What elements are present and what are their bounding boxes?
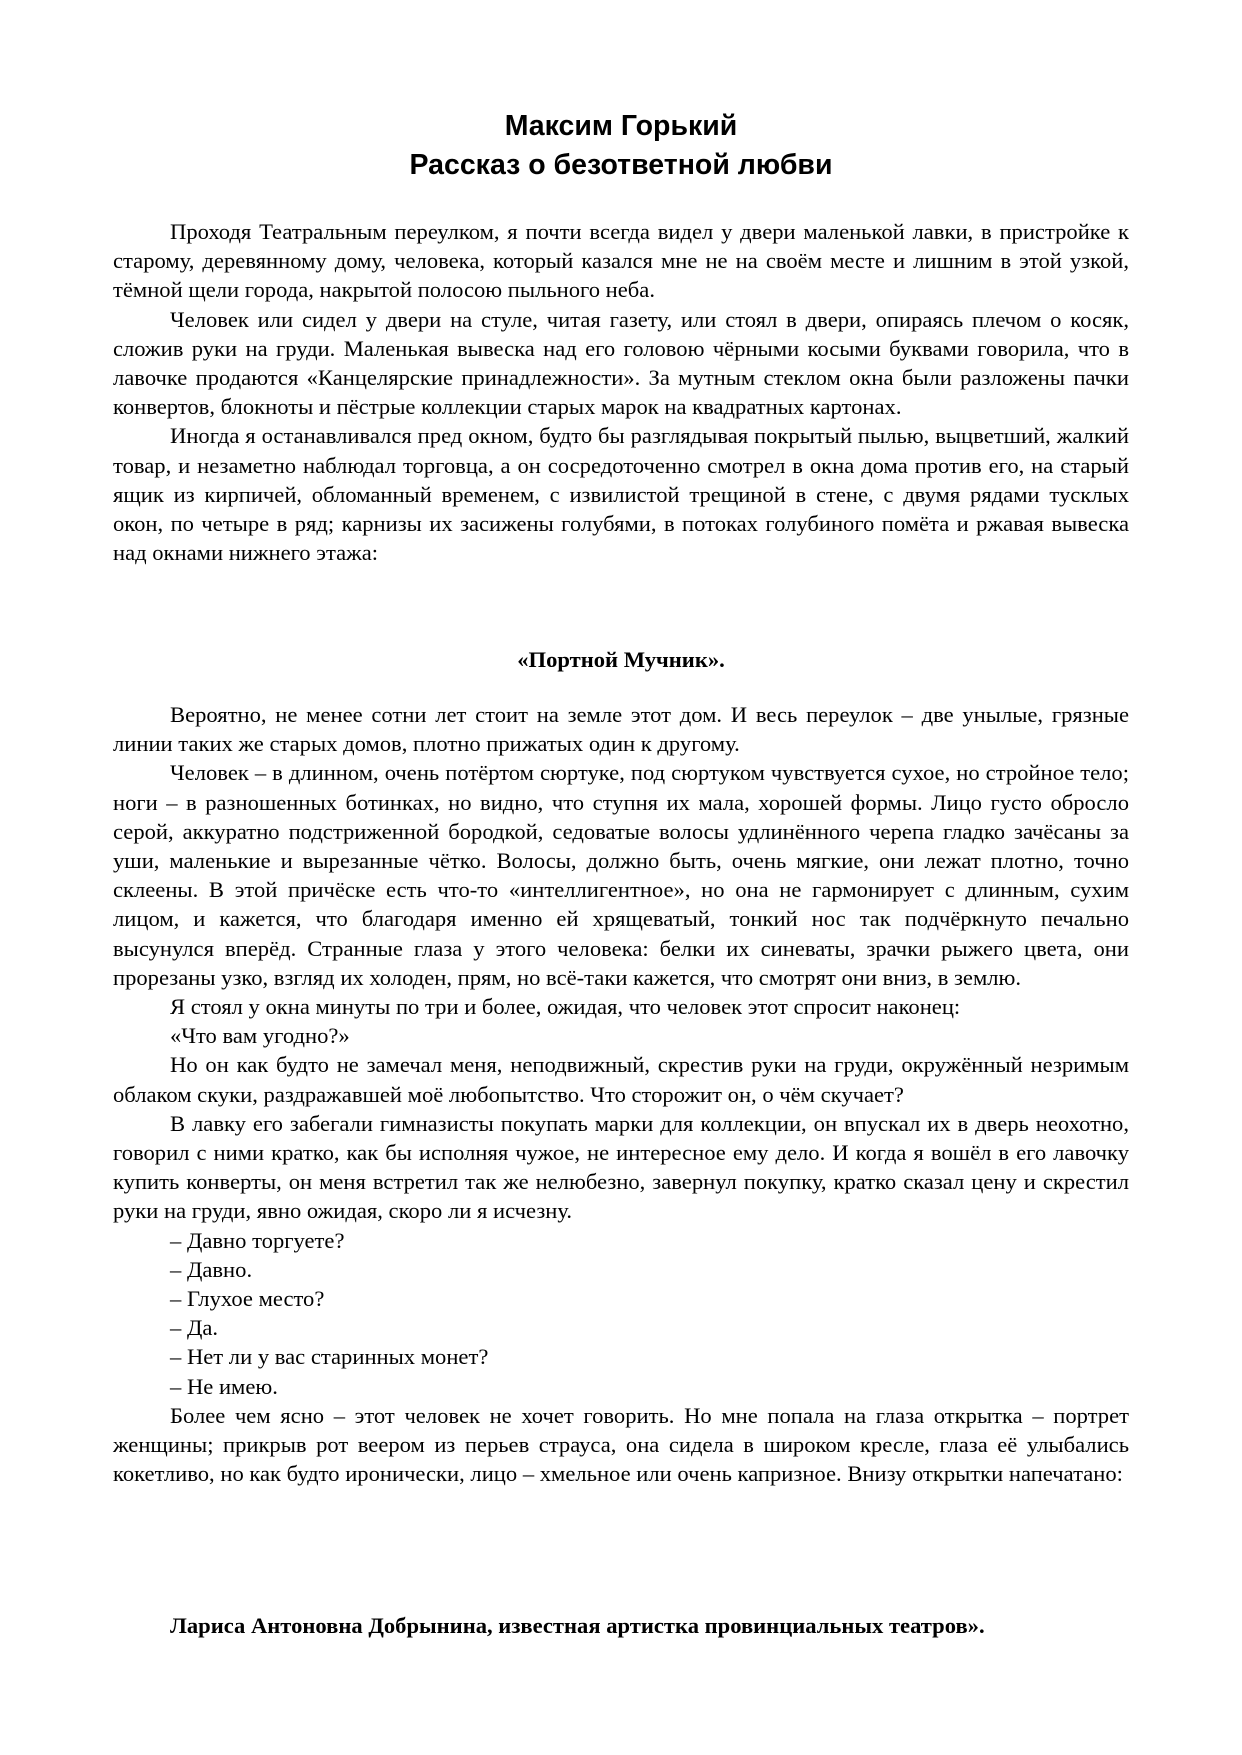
section-1 <box>113 217 1129 567</box>
dialogue-line: – Глухое место? <box>170 1286 325 1312</box>
story-title: Рассказ о безответной любви <box>409 149 833 181</box>
paragraph: Иногда я останавливался пред окном, будто бы разглядывая покрытый пылью, выцветший, жалкий товар, и незаметно наблюдал торговца, а он сосредоточенно смотрел в окна дома против его, на старый ящик из кирпичей, обломанный временем, с извилистой трещиной в стене, с двумя рядами тусклых окон, по четыре в ряд; карнизы их засижены голубями, в потоках голубиного помёта и ржавая вывеска над окнами нижнего этажа: <box>113 423 1129 566</box>
dialogue-line: – Давно торгуете? <box>170 1227 345 1253</box>
sign-text: «Портной Мучник». <box>517 647 725 672</box>
paragraph: Я стоял у окна минуты по три и более, ожидая, что человек этот спросит наконец: <box>170 994 961 1020</box>
dialogue-line: – Нет ли у вас старинных монет? <box>170 1344 489 1370</box>
paragraph: Человек или сидел у двери на стуле, читая газету, или стоял в двери, опираясь плечом о косяк, сложив руки на груди. Маленькая вывеска над его головою чёрными косыми буквами говорила, что в лавочке продаются «Канцелярские принадлежности». За мутным стеклом окна были разложены пачки конвертов, блокноты и пёстрые коллекции старых марок на квадратных картонах. <box>113 306 1129 420</box>
paragraph: Человек – в длинном, очень потёртом сюртуке, под сюртуком чувствуется сухое, но стройное тело; ноги – в разношенных ботинках, но видно, что ступня их мала, хорошей формы. Лицо густо обросло серой, аккуратно подстриженной бородкой, седоватые волосы удлинённого черепа гладко зачёсаны за уши, маленькие и вырезанные чётко. Волосы, должно быть, очень мягкие, они лежат плотно, точно склеены. В этой причёске есть что-то «интеллигентное», но она не гармонирует с длинным, сухим лицом, и кажется, что благодаря именно ей хрящеватый, тонкий нос так подчёркнуто печально высунулся вперёд. Странные глаза у этого человека: белки их синеваты, зрачки рыжего цвета, они прорезаны узко, взгляд их холоден, прям, но всё-таки кажется, что смотрят они вниз, в землю. <box>113 760 1129 990</box>
paragraph: «Что вам угодно?» <box>170 1023 350 1049</box>
author-name: Максим Горький <box>504 110 738 142</box>
paragraph: Вероятно, не менее сотни лет стоит на земле этот дом. И весь переулок – две унылые, грязные линии таких же старых домов, плотно прижатых один к другому. <box>113 702 1129 757</box>
paragraph: Более чем ясно – этот человек не хочет говорить. Но мне попала на глаза открытка – портрет женщины; прикрыв рот веером из перьев страуса, она сидела в широком кресле, глаза её улыбались кокетливо, но как будто иронически, лицо – хмельное или очень капризное. Внизу открытки напечатано: <box>113 1402 1129 1487</box>
dialogue-line: – Да. <box>170 1315 219 1341</box>
title-block <box>0 107 1242 185</box>
dialogue-line: – Не имею. <box>170 1373 278 1399</box>
paragraph: Но он как будто не замечал меня, неподвижный, скрестив руки на груди, окружённый незримым облаком скуки, раздражавшей моё любопытство. Что сторожит он, о чём скучает? <box>113 1052 1129 1107</box>
dialogue-line: – Давно. <box>170 1256 253 1282</box>
paragraph: Проходя Театральным переулком, я почти всегда видел у двери маленькой лавки, в пристройке к старому, деревянному дому, человека, который казался мне не на своём месте и лишним в этой узкой, тёмной щели города, накрытой полосою пыльного неба. <box>113 219 1129 303</box>
postcard-caption: Лариса Антоновна Добрынина, известная артистка провинциальных театров». <box>170 1613 985 1638</box>
paragraph: В лавку его забегали гимназисты покупать марки для коллекции, он впускал их в дверь неохотно, говорил с ними кратко, как бы исполняя чужое, не интересное ему дело. И когда я вошёл в его лавочку купить конверты, он меня встретил так же нелюбезно, завернул покупку, кратко сказал цену и скрестил руки на груди, явно ожидая, скоро ли я исчезну. <box>113 1110 1129 1224</box>
section-2 <box>113 700 1129 1488</box>
